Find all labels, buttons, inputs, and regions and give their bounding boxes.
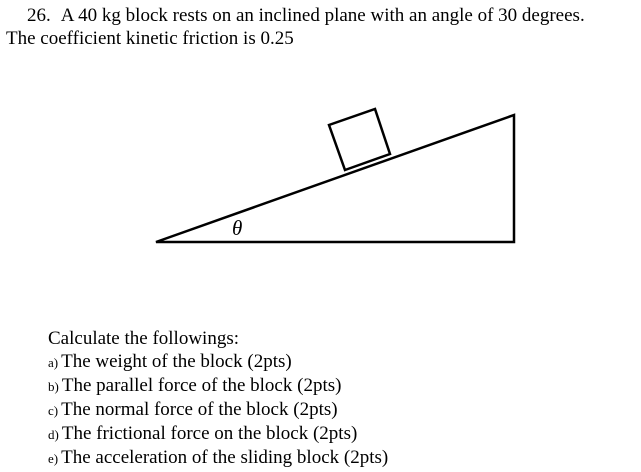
task-text: The frictional force on the block (2pts) <box>61 423 358 444</box>
task-text: The acceleration of the sliding block (2pts) <box>61 447 389 468</box>
task-letter: e) <box>48 451 59 466</box>
task-intro: Calculate the followings: <box>48 328 240 349</box>
task-item <box>48 398 388 422</box>
question-number: 26. <box>27 5 51 26</box>
task-text: The parallel force of the block (2pts) <box>61 375 342 396</box>
block-square <box>329 109 390 170</box>
question-line-2: The coefficient kinetic friction is 0.25 <box>6 28 294 49</box>
question-statement: A 40 kg block rests on an inclined plane with an angle of 30 degrees. <box>60 5 585 26</box>
task-letter: b) <box>48 379 59 394</box>
task-letter: c) <box>48 403 59 418</box>
task-item <box>48 446 388 470</box>
task-letter: d) <box>48 427 59 442</box>
task-letter: a) <box>48 355 59 370</box>
task-item <box>48 422 388 446</box>
task-item <box>48 350 388 374</box>
task-text: The weight of the block (2pts) <box>61 351 292 372</box>
task-list <box>48 327 388 470</box>
task-item <box>48 374 388 398</box>
angle-theta-label: θ <box>232 216 243 240</box>
task-text: The normal force of the block (2pts) <box>61 399 338 420</box>
